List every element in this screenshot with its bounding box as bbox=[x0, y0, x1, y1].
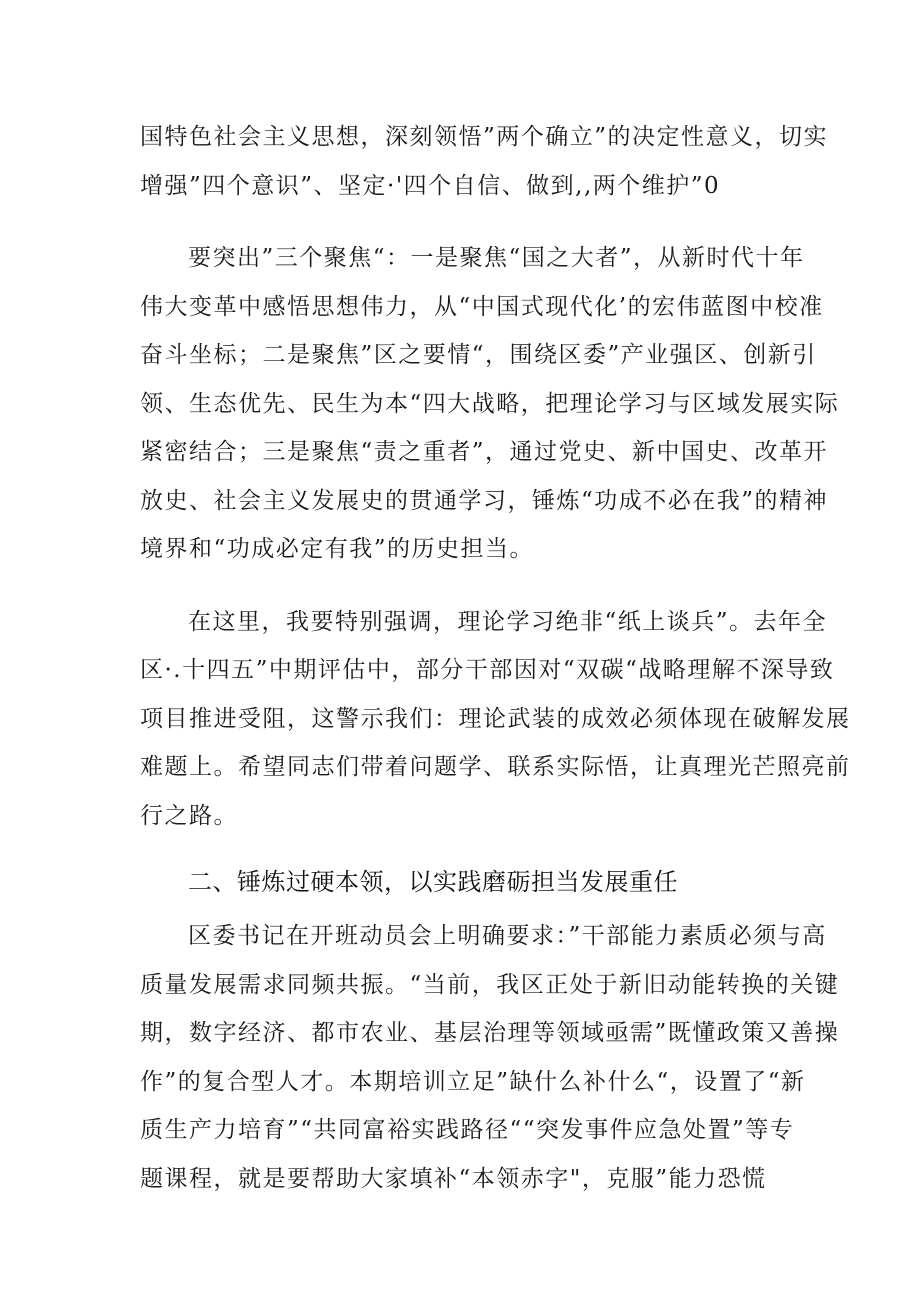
paragraph-2 bbox=[140, 234, 840, 574]
paragraph-line: 奋斗坐标；二是聚焦”区之要情“，围绕区委”产业强区、创新引 bbox=[140, 342, 817, 368]
paragraph-line: 作”的复合型人才。本期培训立足”缺什么补什么“，设置了“新 bbox=[140, 1068, 806, 1095]
paragraph-line: 项目推进受阻，这警示我们：理论武装的成效必须体现在破解发展 bbox=[140, 705, 851, 732]
paragraph-line: 领、生态优先、民生为本“四大战略，把理论学习与区域发展实际 bbox=[140, 390, 840, 417]
heading-spacer bbox=[140, 840, 790, 862]
paragraph-line: 题课程，就是要帮助大家填补“本领赤字"，克服”能力恐慌 bbox=[140, 1165, 767, 1192]
paragraph-line: 质生产力培育”“共同富裕实践路径““突发事件应急处置”等专 bbox=[140, 1117, 795, 1143]
paragraph-line: 期，数字经济、都市农业、基层治理等领域亟需”既懂政策又善操 bbox=[140, 1020, 840, 1046]
paragraph-spacer bbox=[140, 574, 790, 598]
paragraph-line: 要突出”三个聚焦“：一是聚焦“国之大者”，从新时代十年 bbox=[188, 245, 805, 271]
section-heading: 二、锤炼过硬本领，以实践磨砺担当发展重任 bbox=[188, 868, 678, 896]
paragraph-line: 境界和“功成必定有我”的历史担当。 bbox=[140, 536, 535, 562]
paragraph-line: 增强”四个意识”、坚定·'四个自信、做到,,两个维护”0 bbox=[140, 172, 721, 199]
paragraph-line: 在这里，我要特别强调，理论学习绝非“纸上谈兵”。去年全 bbox=[188, 608, 828, 635]
paragraph-line: 质量发展需求同频共振。“当前，我区正处于新旧动能转换的关键 bbox=[140, 971, 840, 998]
paragraph-3 bbox=[140, 598, 851, 841]
paragraph-1 bbox=[140, 113, 829, 210]
paragraph-spacer bbox=[140, 210, 790, 234]
heading-spacer bbox=[140, 902, 790, 912]
paragraph-line: 区委书记在开班动员会上明确要求：”干部能力素质必须与高 bbox=[188, 923, 827, 949]
paragraph-line: 国特色社会主义思想，深刻领悟”两个确立”的决定性意义，切实 bbox=[140, 124, 829, 150]
paragraph-line: 难题上。希望同志们带着问题学、联系实际悟，让真理光芒照亮前 bbox=[140, 754, 851, 780]
paragraph-line: 伟大变革中感悟思想伟力，从“中国式现代化’的宏伟蓝图中校准 bbox=[140, 293, 824, 320]
paragraph-line: 区·.十四五”中期评估中，部分干部因对“双碳“战略理解不深导致 bbox=[140, 657, 835, 683]
paragraph-line: 行之路。 bbox=[140, 802, 238, 829]
paragraph-line: 紧密结合；三是聚焦“责之重者”，通过党史、新中国史、改革开 bbox=[140, 439, 829, 465]
document-body bbox=[140, 113, 851, 1203]
paragraph-4 bbox=[140, 912, 840, 1203]
paragraph-line: 放史、社会主义发展史的贯通学习，锤炼“功成不必在我”的精神 bbox=[140, 487, 829, 514]
